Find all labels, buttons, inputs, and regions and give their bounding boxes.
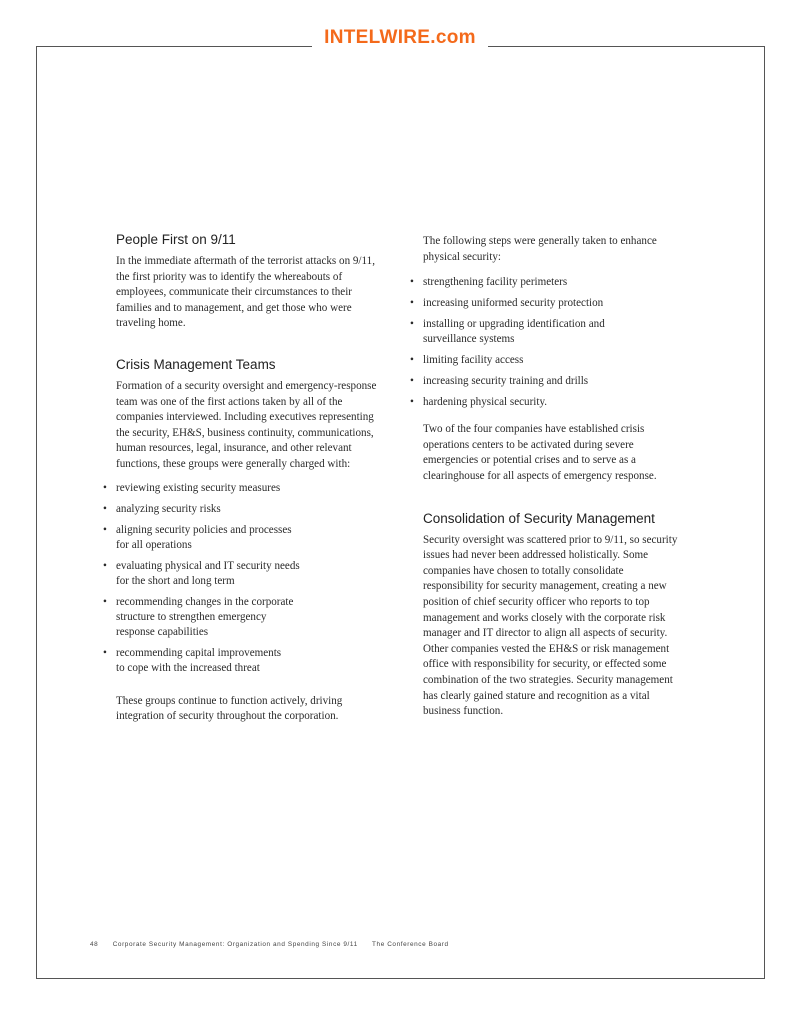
paragraph-people-first: In the immediate aftermath of the terrorist attacks on 9/11, the first priority was to identify the whereabouts of employees, communicate their circumstances to their families and to management, and get those who were traveling home. — [116, 255, 375, 330]
list-item: • analyzing security risks — [116, 502, 378, 517]
list-item: • installing or upgrading identification and surveillance systems — [423, 317, 623, 347]
running-title: Corporate Security Management: Organization and Spending Since 9/11 — [112, 941, 358, 948]
physical-security-steps-list — [423, 275, 685, 410]
list-item: • recommending capital improvements to cope with the increased threat — [116, 646, 291, 676]
section-heading-people-first: People First on 9/11 — [116, 232, 236, 247]
page-number: 48 — [90, 941, 99, 948]
list-item: • hardening physical security. — [423, 395, 685, 410]
page-footer — [90, 941, 461, 948]
crisis-team-duties-list — [116, 481, 378, 676]
paragraph-crisis-teams: Formation of a security oversight and emergency-response team was one of the first actions taken by all of the companies interviewed. Including executives representing the security, EH&S, business continuity, communications, human resources, legal, insurance, and other relevant functions, these groups were generally charged with: — [116, 379, 377, 470]
paragraph-crisis-operations-centers: Two of the four companies have established crisis operations centers to be activated during severe emergencies or potential crises and to serve as a clearinghouse for all aspects of emergency response. — [423, 423, 657, 482]
watermark-logo: INTELWIRE.com — [324, 27, 476, 48]
paragraph-physical-security-intro: The following steps were generally taken to enhance physical security: — [423, 235, 657, 263]
list-item: • strengthening facility perimeters — [423, 275, 685, 290]
list-item: • evaluating physical and IT security needs for the short and long term — [116, 559, 311, 589]
list-item: • limiting facility access — [423, 353, 685, 368]
right-column — [423, 234, 685, 720]
publisher: The Conference Board — [372, 941, 449, 948]
left-column — [116, 232, 378, 725]
list-item: • aligning security policies and processes for all operations — [116, 523, 306, 553]
list-item: • recommending changes in the corporate structure to strengthen emergency response capabilities — [116, 595, 301, 640]
section-heading-crisis-teams: Crisis Management Teams — [116, 356, 276, 372]
list-item: • increasing security training and drills — [423, 374, 685, 389]
paragraph-consolidation: Security oversight was scattered prior to 9/11, so security issues had never been addressed holistically. Some companies have chosen to totally consolidate responsibility for security management, creating a new position of chief security officer who reports to top management and works closely with the corporate risk manager and IT director to align all aspects of security. Other companies vested the EH&S or risk management office with responsibility for security, or effected some combination of the two strategies. Security management has clearly gained stature and recognition as a vital business function. — [423, 533, 678, 718]
paragraph-groups-continue: These groups continue to function actively, driving integration of security throughout the corporation. — [116, 694, 343, 723]
list-item: • increasing uniformed security protection — [423, 296, 685, 311]
list-item: • reviewing existing security measures — [116, 481, 378, 496]
section-heading-consolidation: Consolidation of Security Management — [423, 510, 655, 526]
